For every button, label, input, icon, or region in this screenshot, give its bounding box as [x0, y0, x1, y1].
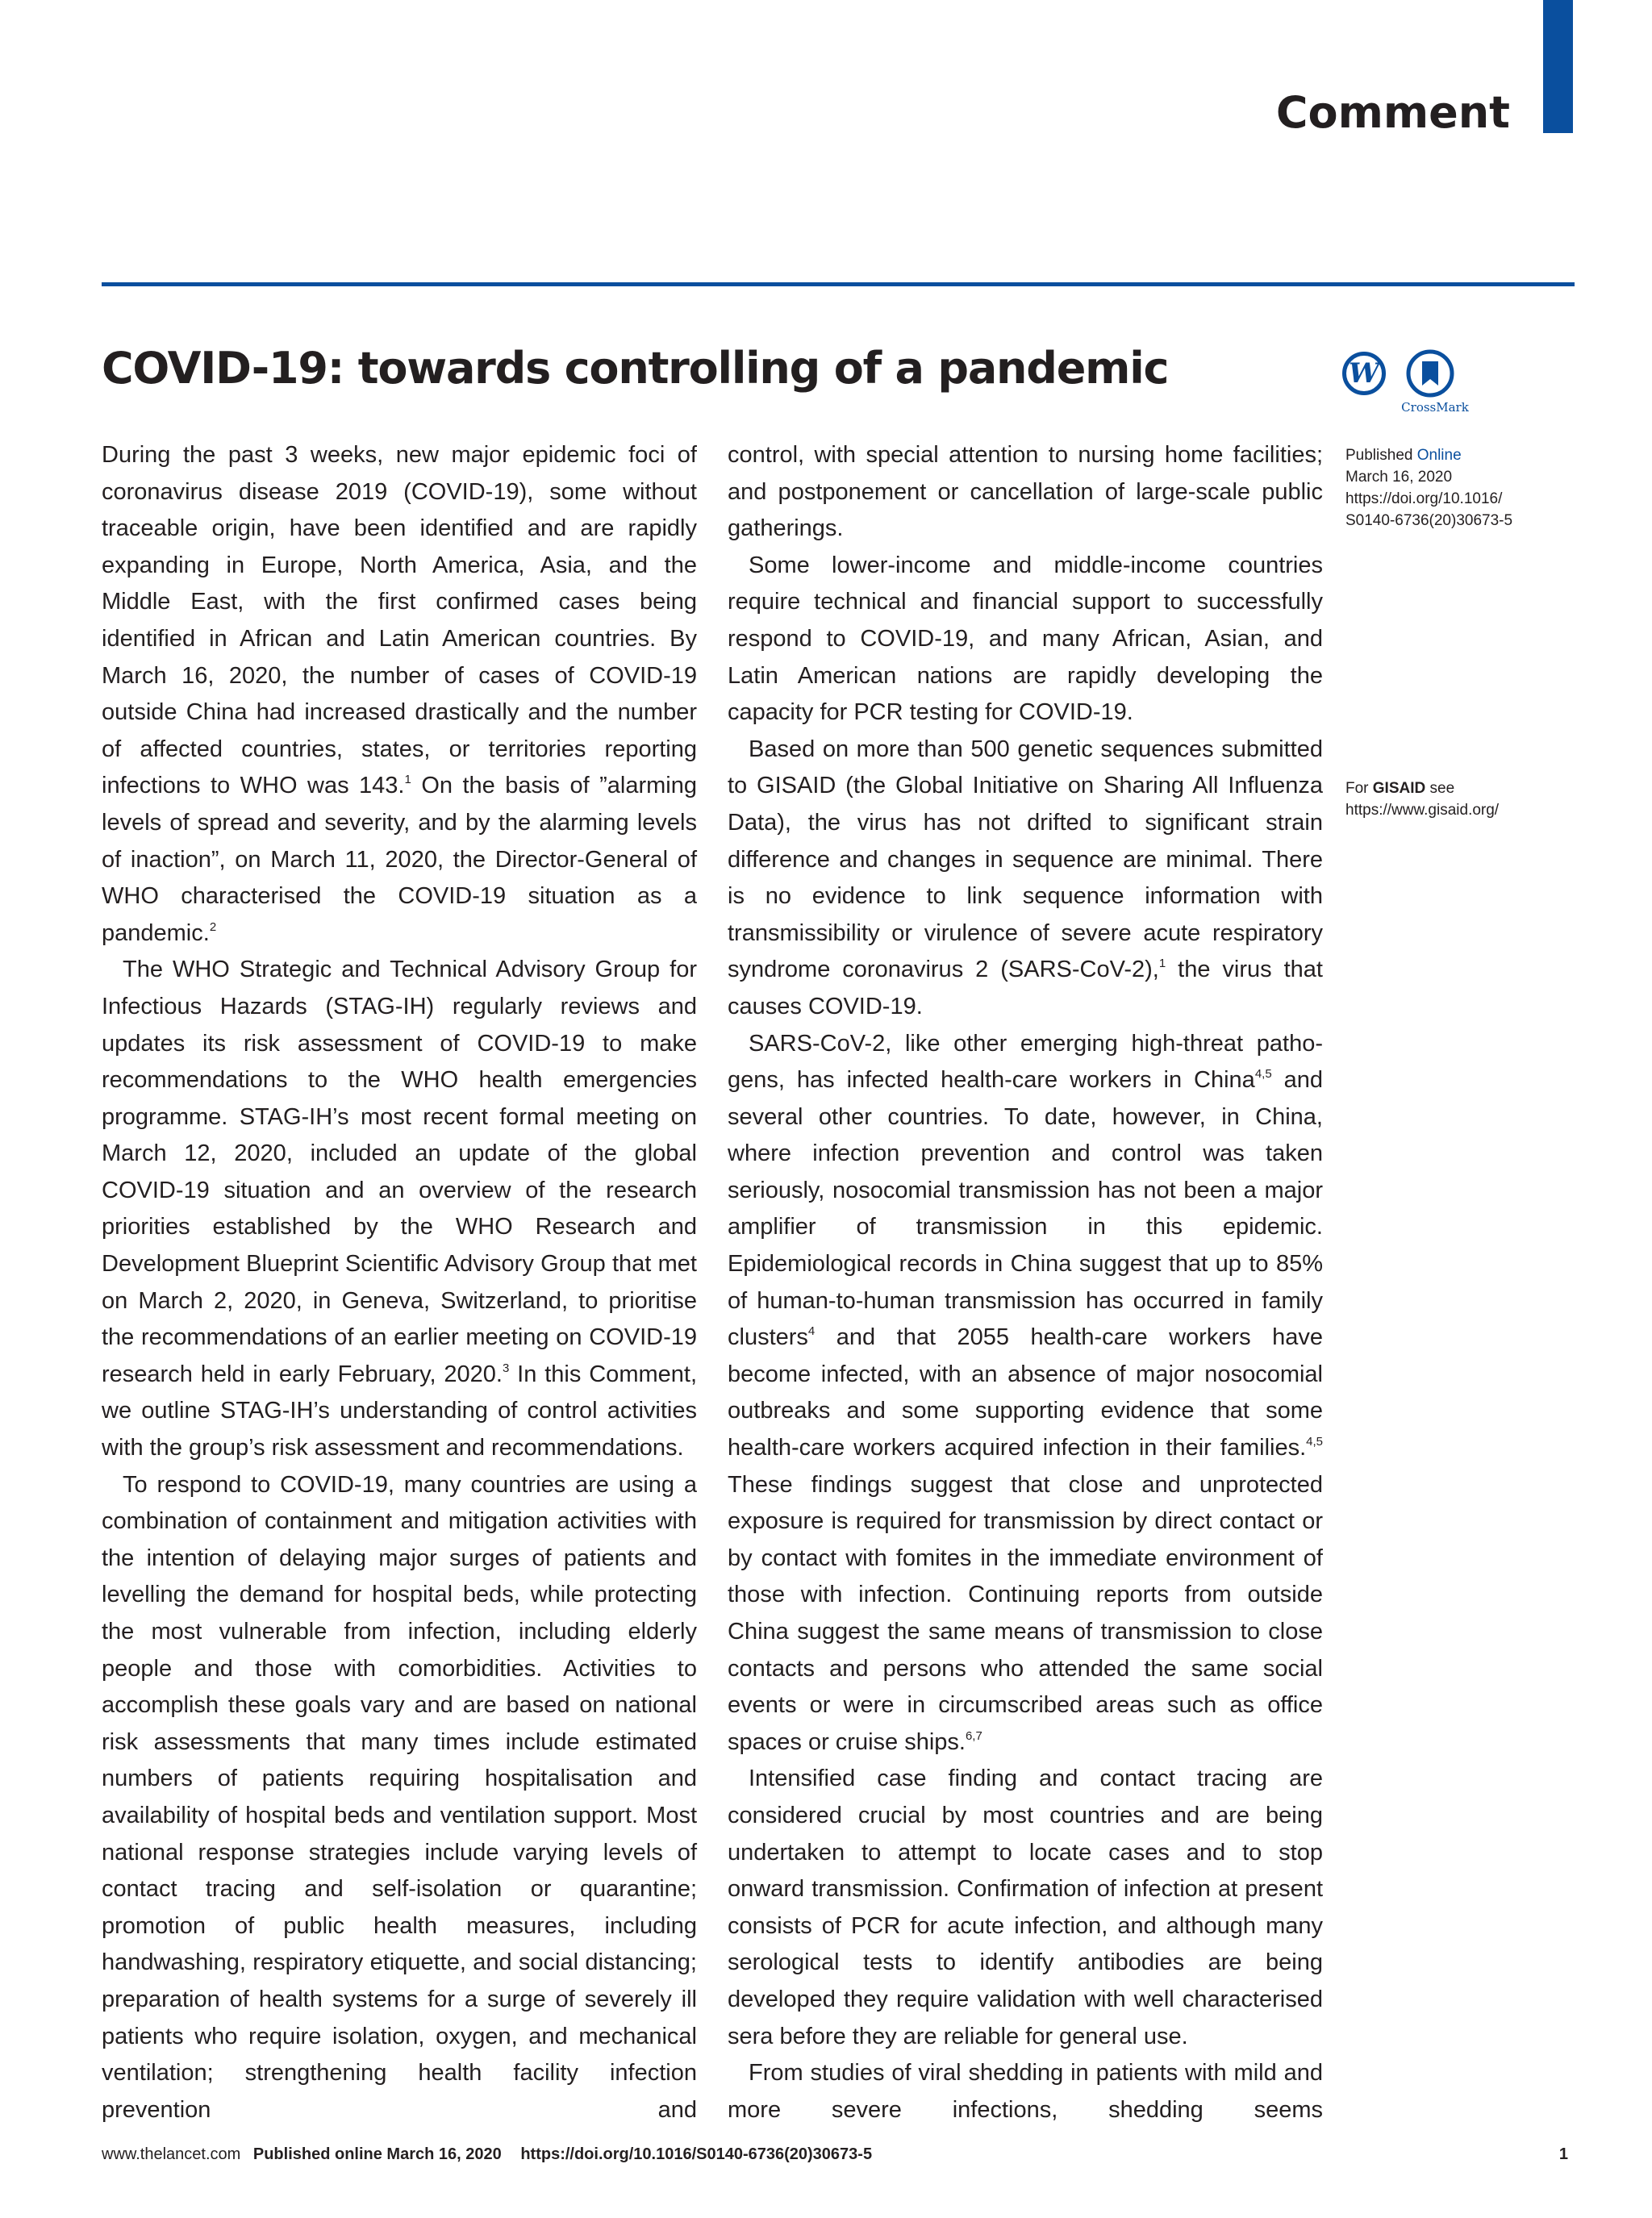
reference-link[interactable]: 1: [1158, 957, 1166, 971]
reference-link[interactable]: 6,7: [965, 1728, 982, 1743]
reference-link[interactable]: 2: [209, 919, 217, 934]
reference-link[interactable]: 1: [404, 773, 411, 787]
doi-link-line1[interactable]: https://doi.org/10.1016/: [1345, 490, 1503, 507]
paragraph: Intensified case finding and contact tracing are considered crucial by most countries and are being undertaken to attempt to locate cases and to stop onward transmission. Confirmation of infection at present consists of PCR for acute infection, and although many serological tests to identify antibodies are being developed they require validation with well characterised sera before they are reliable for general use.: [728, 1766, 1323, 2049]
text-run: The WHO Strategic and Technical Advisory Group for Infectious Hazards (STAG-IH) regularly reviews and updates its risk assessment of COVID-19 to make recommendations to the WHO health emergencies programme. STAG-IH’s most recent formal meeting on March 12, 2020, included an update of the global COVID-19 situation and an overview of the research priorities established by the WHO Research and Development Blueprint Scientific Advisory Group that met on March 2, 2020, in Geneva, Switzerland, to prioritise the recommendations of an earlier meeting on COVID-19 research held in early February, 2020.: [102, 957, 697, 1387]
reference-link[interactable]: 3: [502, 1361, 510, 1375]
paragraph: [728, 1026, 1323, 1761]
w-logo-icon[interactable]: W: [1342, 352, 1386, 395]
crossmark-icon[interactable]: [1405, 348, 1455, 398]
article-title: COVID-19: towards controlling of a pandemic: [102, 343, 1169, 394]
reference-link[interactable]: 4,5: [1306, 1435, 1323, 1449]
page-footer: [102, 2145, 1575, 2164]
gisaid-prefix: For: [1345, 780, 1369, 797]
crossmark-label: CrossMark: [1401, 400, 1469, 415]
paragraph: [728, 732, 1323, 1026]
doi-link-line2[interactable]: S0140-6736(20)30673-5: [1345, 512, 1513, 529]
reference-link[interactable]: 4,5: [1254, 1067, 1272, 1082]
article-badges: [1342, 348, 1471, 421]
publication-info: [1345, 444, 1555, 532]
gisaid-link[interactable]: see https://www.gisaid.org/: [1345, 780, 1500, 819]
text-run: and that 2055 health-care workers have become infected, with an absence of major nosocomial outbreaks and some supporting evidence that some health-care workers acquired infection in their families.: [728, 1324, 1323, 1461]
text-run: Based on more than 500 genetic sequences submitted to GISAID (the Global Initiative on Sharing All Influenza Data), the virus has not drifted to significant strain difference and changes in sequence are minimal. There is no evidence to link sequence information with transmissibility or virulence of severe acute respiratory syndrome coronavirus 2 (SARS-CoV-2),: [728, 736, 1323, 983]
paragraph: From studies of viral shedding in patients with mild and more severe infections, shedding seems: [728, 2060, 1323, 2123]
text-run: These findings suggest that close and unprotected exposure is required for transmission by direct contact or by contact with fomites in the immediate environment of those with infection. Continuing reports from outside China suggest the same means of transmission to close contacts and persons who attended the same social events or were in circumscribed areas such as office spaces or cruise ships.: [728, 1471, 1323, 1755]
paragraph: control, with special attention to nursing home facilities; and postponement or cancellation of large-scale public gatherings.: [728, 442, 1323, 542]
paragraph: Some lower-income and middle-income countries require technical and financial support to successfully respond to COVID-19, and many African, Asian, and Latin American nations are rapidly developing the capacity for PCR testing for COVID-19.: [728, 552, 1323, 726]
gisaid-note: [1345, 778, 1555, 821]
published-date: March 16, 2020: [1345, 469, 1453, 486]
footer-site-link[interactable]: www.thelancet.com: [102, 2145, 241, 2163]
paragraph: To respond to COVID-19, many countries are using a combination of containment and mitigation activities with the intention of delaying major surges of patients and levelling the demand for hospital beds, while protecting the most vulnerable from infection, including elderly people and those with comorbidities. Activities to accomplish these goals vary and are based on national risk assessments that many times include estimated numbers of patients requiring hospitalisation and availability of hospital beds and ventilation support. Most national response strategies include varying levels of contact tracing and self-isolation or quarantine; promotion of public health measures, including handwashing, respiratory etiquette, and social distancing; preparation of health systems for a surge of severely ill patients who require isolation, oxygen, and mechanical ventilation; strengthening health facility infection prevention and: [102, 1471, 697, 2123]
body-column-2: [728, 437, 1323, 2128]
paragraph: [102, 952, 697, 1466]
page-number: 1: [1558, 2145, 1568, 2163]
text-run: In this Comment, we outline STAG-IH’s understanding of control activities with the group’s risk assessment and recommendations.: [102, 1361, 697, 1461]
header-rule: [102, 282, 1575, 286]
footer-doi-link[interactable]: https://doi.org/10.1016/S0140-6736(20)30673-5: [520, 2145, 873, 2163]
text-run: On the basis of ”alarming levels of spread and severity, and by the alarming levels of inaction”, on March 11, 2020, the Director-General of WHO characterised the COVID-19 situation as a pandemic.: [102, 773, 697, 946]
text-run: the virus that causes COVID-19.: [728, 957, 1323, 1019]
text-run: SARS-CoV-2, like other emerging high-threat pathogens, has infected health-care workers in China: [728, 1030, 1323, 1094]
reference-link[interactable]: 4: [807, 1324, 816, 1339]
body-column-1: [102, 437, 697, 2128]
text-run: and several other countries. To date, however, in China, where infection prevention and control was taken seriously, nosocomial transmission has not been a major amplifier of transmission in this epidemic. Epidemiological records in China suggest that up to 85% of human-to-human transmission has occurred in family clusters: [728, 1067, 1323, 1351]
footer-published: Published online March 16, 2020: [252, 2145, 502, 2163]
published-prefix: Published: [1345, 447, 1413, 464]
published-line: [1345, 444, 1555, 466]
accent-bar: [1543, 0, 1573, 133]
published-online: Online: [1416, 447, 1462, 464]
paragraph: [102, 437, 697, 952]
section-label: Comment: [1275, 87, 1510, 138]
text-run: During the past 3 weeks, new major epidemic foci of coronavirus disease 2019 (COVID-19), some without traceable origin, have been identified and are rapidly expanding in Europe, North America, Asia, and the Middle East, with the first confirmed cases being identified in African and Latin American countries. By March 16, 2020, the number of cases of COVID-19 outside China had increased drastically and the number of affected countries, states, or territories reporting infections to WHO was 143.: [102, 442, 697, 799]
gisaid-name: GISAID: [1372, 780, 1426, 797]
